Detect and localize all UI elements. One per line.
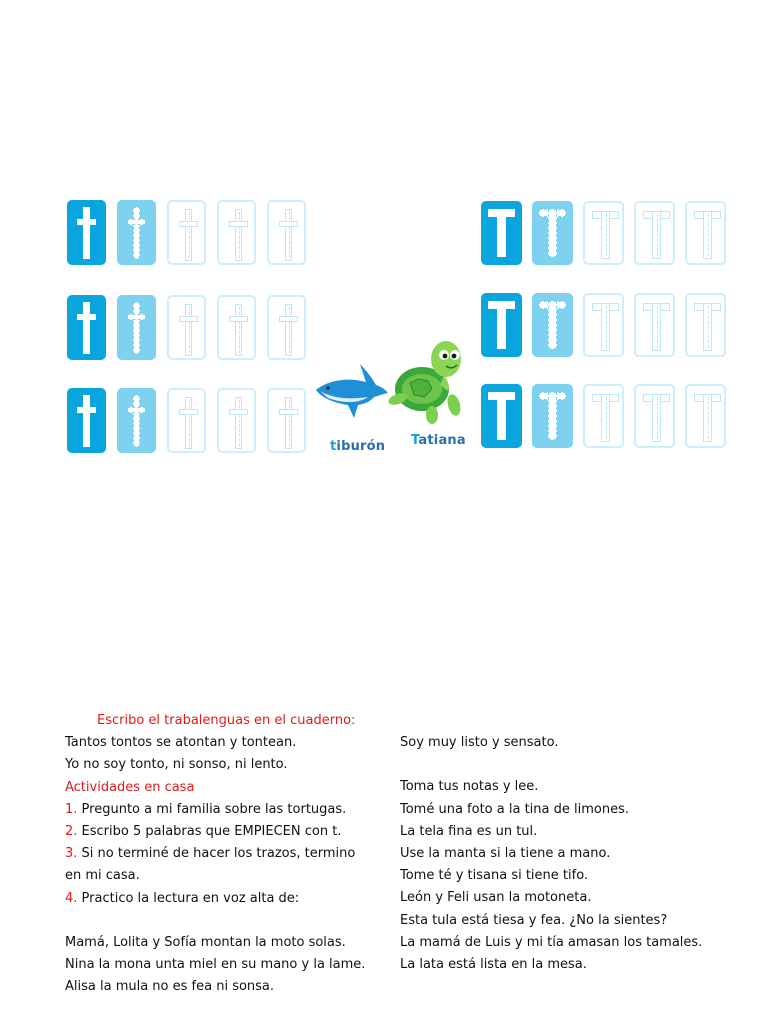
- tracing-tile-outline: [217, 200, 256, 265]
- tracing-tile-light: [117, 200, 156, 265]
- tracing-tile-outline: [267, 200, 306, 265]
- right-text-column: [400, 732, 702, 976]
- activities-title: Actividades en casa: [65, 779, 195, 795]
- activity-item-continuation: en mi casa.: [65, 868, 140, 884]
- tongue-twister-heading: Escribo el trabalenguas en el cuaderno:: [97, 713, 356, 728]
- tracing-tile-outline: [583, 384, 624, 448]
- tracing-tile-light: [117, 295, 156, 360]
- tracing-tile-outline: [634, 293, 675, 357]
- reading-line: Tome té y tisana si tiene tifo.: [400, 868, 589, 884]
- reading-line: Esta tula está tiesa y fea. ¿No la sientes?: [400, 912, 668, 928]
- tracing-tile-solid: [481, 293, 522, 357]
- tracing-tile-light: [532, 201, 573, 265]
- tracing-tile-outline: [267, 388, 306, 453]
- tracing-tile-outline: [634, 384, 675, 448]
- tracing-tile-outline: [167, 295, 206, 360]
- reading-line: Soy muy listo y sensato.: [400, 735, 559, 750]
- tracing-row: [481, 201, 736, 265]
- shark-icon: [314, 360, 390, 426]
- tracing-tile-solid: [481, 201, 522, 265]
- uppercase-t-tracing-grid: [481, 201, 731, 451]
- blank-line: [400, 754, 702, 776]
- tracing-tile-outline: [583, 201, 624, 265]
- tracing-tile-solid: [67, 295, 106, 360]
- tongue-twister-line: Tantos tontos se atontan y tontean.: [65, 735, 297, 751]
- tracing-tile-solid: [67, 388, 106, 453]
- tracing-tile-light: [117, 388, 156, 453]
- tracing-tile-solid: [67, 200, 106, 265]
- reading-line: León y Feli usan la motoneta.: [400, 890, 592, 906]
- tracing-tile-outline: [583, 293, 624, 357]
- tracing-row: [481, 293, 736, 357]
- reading-line: Use la manta si la tiene a mano.: [400, 845, 611, 861]
- tracing-row: [67, 388, 317, 453]
- tracing-row: [67, 295, 317, 360]
- reading-line: Alisa la mula no es fea ni sonsa.: [65, 979, 275, 995]
- activity-item: 3. Si no terminé de hacer los trazos, termino: [65, 846, 356, 862]
- turtle-name-label: Tatiana: [411, 433, 466, 448]
- reading-line: La mamá de Luis y mi tía amasan los tamales.: [400, 934, 703, 950]
- tracing-tile-outline: [685, 201, 726, 265]
- tracing-row: [67, 200, 317, 265]
- activity-item: 2. Escribo 5 palabras que EMPIECEN con t.: [65, 823, 342, 839]
- lowercase-t-tracing-grid: [67, 200, 307, 455]
- tracing-tile-outline: [217, 388, 256, 453]
- tracing-tile-solid: [481, 384, 522, 448]
- activity-item: 1. Pregunto a mi familia sobre las tortugas.: [65, 801, 347, 817]
- tracing-tile-outline: [634, 201, 675, 265]
- turtle-icon: [388, 333, 468, 425]
- tracing-row: [481, 384, 736, 448]
- reading-line: Nina la mona unta miel en su mano y la lame.: [65, 957, 366, 973]
- tracing-tile-outline: [167, 388, 206, 453]
- reading-line: La tela fina es un tul.: [400, 823, 538, 839]
- left-text-column: [65, 710, 365, 998]
- tracing-tile-outline: [685, 293, 726, 357]
- reading-line: Toma tus notas y lee.: [400, 779, 539, 795]
- tracing-tile-outline: [217, 295, 256, 360]
- reading-line: Mamá, Lolita y Sofía montan la moto solas.: [65, 934, 346, 950]
- tracing-tile-outline: [685, 384, 726, 448]
- blank-line: [65, 910, 365, 932]
- tracing-tile-light: [532, 384, 573, 448]
- reading-line: La lata está lista en la mesa.: [400, 956, 587, 972]
- tracing-tile-outline: [267, 295, 306, 360]
- reading-line: Tomé una foto a la tina de limones.: [400, 801, 629, 817]
- tongue-twister-line: Yo no soy tonto, ni sonso, ni lento.: [65, 757, 288, 773]
- activity-item: 4. Practico la lectura en voz alta de:: [65, 890, 300, 906]
- shark-name-label: tiburón: [330, 439, 386, 454]
- tracing-tile-light: [532, 293, 573, 357]
- tracing-tile-outline: [167, 200, 206, 265]
